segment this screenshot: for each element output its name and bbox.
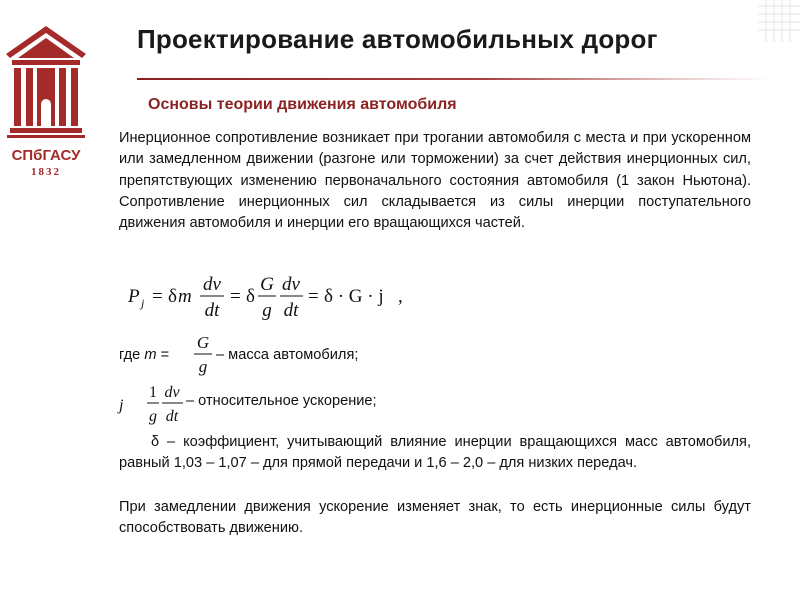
university-logo	[2, 20, 90, 180]
formula-delta-1: δ	[168, 286, 177, 307]
accel-den1: g	[149, 408, 157, 425]
formula-dv-1: dv	[203, 274, 221, 295]
mass-var: m	[144, 347, 157, 363]
accel-num1: 1	[149, 384, 157, 401]
formula-p: P	[128, 286, 140, 307]
formula-j-sub: j	[141, 296, 145, 310]
formula-eq-2: =	[230, 286, 241, 307]
formula-dv-2: dv	[282, 274, 300, 295]
mass-den: g	[198, 357, 208, 376]
corner-grid-decoration	[758, 0, 800, 42]
mass-suffix: – масса автомобиля;	[216, 347, 359, 363]
title-divider	[137, 78, 770, 80]
mass-fraction	[192, 330, 214, 378]
formula-comma: ,	[398, 286, 403, 307]
formula-g-cap: G	[260, 274, 274, 295]
formula-m: m	[178, 286, 192, 307]
formula-eq-3: =	[308, 286, 319, 307]
page-title: Проектирование автомобильных дорог	[137, 24, 658, 54]
paragraph-delta-coefficient: δ – коэффициент, учитывающий влияние инерции вращающихся масс автомобиля, равный 1,03 – 1,07 – для прямой передачи и 1,6 – 2,0 – для низких передач.	[119, 434, 751, 472]
section-subtitle: Основы теории движения автомобиля	[148, 96, 457, 113]
accel-den2: dt	[165, 408, 179, 425]
mass-definition	[119, 347, 169, 363]
mass-num: G	[196, 333, 210, 352]
inertia-force-formula	[128, 266, 418, 326]
formula-g-low: g	[262, 300, 272, 321]
formula-eq-1: =	[152, 286, 163, 307]
formula-dot-expr: δ · G · j	[324, 286, 384, 307]
paragraph-deceleration: При замедлении движения ускорение изменяет знак, то есть инерционные силы будут способствовать движению.	[119, 499, 751, 537]
formula-dt-2: dt	[283, 300, 299, 321]
paragraph-inertia-resistance: Инерционное сопротивление возникает при трогании автомобиля с места и при ускоренном или замедленном движении (разгоне или торможении) за счет действия инерционных сил, препятствующих изменению первоначального состояния автомобиля (1 закон Ньютона). Сопротивление инерционных сил складывается из силы инерции поступательного движения автомобиля и инерции его вращающихся частей.	[119, 130, 751, 232]
accel-var: j	[119, 397, 124, 414]
formula-dt-1: dt	[204, 300, 220, 321]
acceleration-formula	[117, 380, 193, 428]
formula-delta-2: δ	[246, 286, 255, 307]
mass-eq: =	[160, 347, 170, 363]
accel-suffix: – относительное ускорение;	[186, 393, 377, 409]
logo-text: СПбГАСУ	[11, 147, 81, 164]
accel-num2: dv	[164, 384, 180, 401]
mass-prefix: где	[119, 347, 141, 363]
logo-year: 1832	[31, 166, 61, 178]
